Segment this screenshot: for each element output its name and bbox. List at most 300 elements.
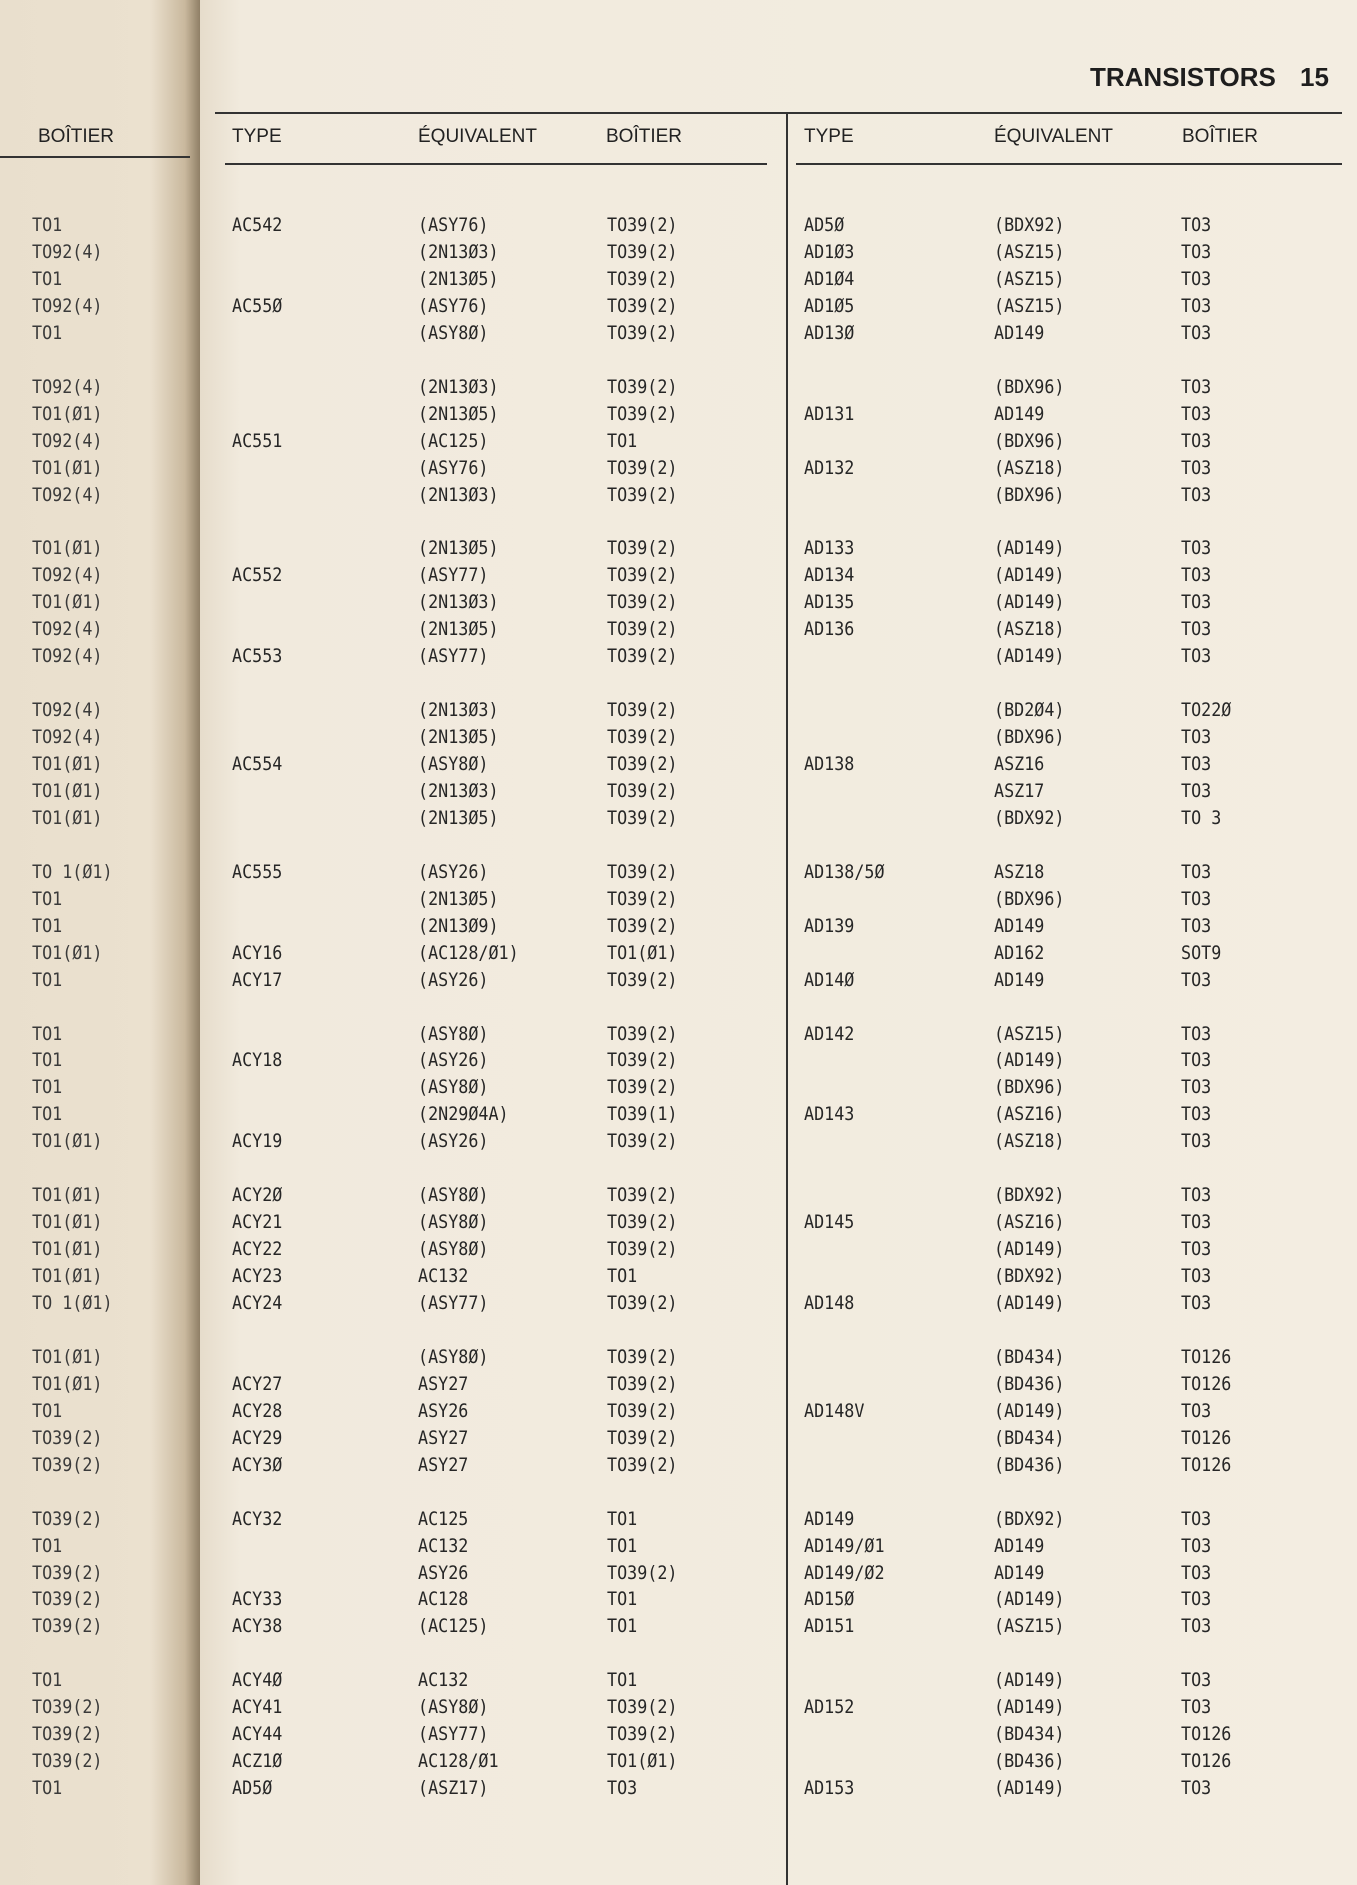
right-equivalent-cell: (BDX92) bbox=[994, 1184, 1065, 1207]
right-equivalent-cell: AD149 bbox=[994, 321, 1045, 344]
left-boitier-cell: TO39(2) bbox=[607, 483, 678, 506]
left-boitier-cell: TO39(2) bbox=[607, 321, 678, 344]
right-equivalent-cell: ASZ18 bbox=[994, 860, 1045, 883]
left-page-boitier-cell: TO1 bbox=[32, 914, 63, 937]
right-type-cell: AD153 bbox=[804, 1777, 855, 1800]
left-equivalent-cell: (ASY8Ø) bbox=[418, 1238, 489, 1261]
left-boitier-cell: TO1 bbox=[607, 1669, 638, 1692]
left-page-boitier-cell: TO1 bbox=[32, 267, 63, 290]
right-equivalent-cell: AD149 bbox=[994, 402, 1045, 425]
right-boitier-cell: TO3 bbox=[1181, 860, 1212, 883]
right-boitier-cell: TO3 bbox=[1181, 1399, 1212, 1422]
right-equivalent-cell: (BDX92) bbox=[994, 214, 1065, 236]
left-equivalent-cell: (ASY76) bbox=[418, 214, 489, 236]
right-equivalent-cell: (AD149) bbox=[994, 1588, 1065, 1611]
right-boitier-cell: TO3 bbox=[1181, 1588, 1212, 1611]
left-page-boitier-cell: TO1 bbox=[32, 968, 63, 991]
left-boitier-cell: TO39(2) bbox=[607, 1292, 678, 1314]
left-boitier-cell: TO39(2) bbox=[607, 1076, 678, 1099]
page-number: 15 bbox=[1300, 62, 1329, 92]
left-equivalent-cell: (2N13Ø5) bbox=[418, 537, 499, 560]
left-boitier-cell: TO39(2) bbox=[607, 267, 678, 290]
right-type-cell: AD5Ø bbox=[804, 214, 845, 236]
left-boitier-cell: TO1 bbox=[607, 429, 638, 452]
right-equivalent-cell: (BDX92) bbox=[994, 1265, 1065, 1288]
left-page-boitier-cell: TO1(Ø1) bbox=[32, 1372, 103, 1395]
right-equivalent-cell: (BD2Ø4) bbox=[994, 699, 1065, 722]
right-equivalent-cell: (AD149) bbox=[994, 1238, 1065, 1261]
right-type-cell: AD131 bbox=[804, 402, 855, 425]
left-boitier-cell: TO39(2) bbox=[607, 1184, 678, 1207]
left-page-boitier-cell: TO1(Ø1) bbox=[32, 456, 103, 479]
right-equivalent-cell: (BDX96) bbox=[994, 1076, 1065, 1099]
left-equivalent-cell: AC132 bbox=[418, 1265, 469, 1288]
right-boitier-cell: TO3 bbox=[1181, 1292, 1212, 1314]
left-page-boitier-cell: TO1 bbox=[32, 1669, 63, 1692]
right-equivalent-cell: (ASZ16) bbox=[994, 1103, 1065, 1126]
right-type-cell: AD138/5Ø bbox=[804, 860, 885, 883]
left-equivalent-cell: (2N13Ø5) bbox=[418, 726, 499, 749]
left-type-cell: ACY22 bbox=[232, 1238, 283, 1261]
left-type-cell: AC55Ø bbox=[232, 294, 283, 317]
right-boitier-cell: SOT9 bbox=[1181, 941, 1222, 964]
right-equivalent-cell: (BDX96) bbox=[994, 887, 1065, 910]
left-type-cell: AC542 bbox=[232, 214, 283, 236]
left-page-boitier-cell: TO1 bbox=[32, 1049, 63, 1072]
column-divider bbox=[786, 114, 788, 1885]
right-boitier-cell: TO3 bbox=[1181, 591, 1212, 614]
right-boitier-cell: TO3 bbox=[1181, 1103, 1212, 1126]
left-page-boitier-cell: TO1 bbox=[32, 1534, 63, 1557]
left-page-boitier-cell: TO1(Ø1) bbox=[32, 1345, 103, 1368]
header-boitier-right: BOÎTIER bbox=[1182, 126, 1259, 147]
right-type-cell: AD134 bbox=[804, 564, 855, 587]
left-page-boitier-cell: TO 1(Ø1) bbox=[32, 860, 113, 883]
right-boitier-cell: TO3 bbox=[1181, 1076, 1212, 1099]
right-equivalent-cell: (BDX96) bbox=[994, 429, 1065, 452]
left-boitier-cell: TO39(2) bbox=[607, 1022, 678, 1045]
left-page-boitier-cell: TO1(Ø1) bbox=[32, 1184, 103, 1207]
left-page-boitier-cell: TO92(4) bbox=[32, 294, 103, 317]
left-type-cell: AC551 bbox=[232, 429, 283, 452]
right-equivalent-cell: (AD149) bbox=[994, 1696, 1065, 1719]
left-boitier-cell: TO39(2) bbox=[607, 375, 678, 398]
left-boitier-cell: TO1 bbox=[607, 1588, 638, 1611]
right-equivalent-cell: (BD434) bbox=[994, 1345, 1065, 1368]
left-type-cell: ACY32 bbox=[232, 1507, 283, 1530]
left-page-boitier-cell: TO1(Ø1) bbox=[32, 779, 103, 802]
left-equivalent-cell: (ASY8Ø) bbox=[418, 1211, 489, 1234]
left-boitier-cell: TO39(2) bbox=[607, 806, 678, 829]
right-boitier-cell: TO22Ø bbox=[1181, 699, 1232, 722]
left-page-boitier-cell: TO92(4) bbox=[32, 645, 103, 668]
right-equivalent-cell: AD162 bbox=[994, 941, 1045, 964]
right-type-cell: AD151 bbox=[804, 1615, 855, 1638]
left-page-boitier-cell: TO39(2) bbox=[32, 1561, 103, 1584]
left-type-cell: ACZ1Ø bbox=[232, 1750, 283, 1773]
right-boitier-cell: TO3 bbox=[1181, 618, 1212, 641]
left-boitier-cell: TO39(2) bbox=[607, 402, 678, 425]
left-equivalent-cell: (ASY26) bbox=[418, 860, 489, 883]
left-equivalent-cell: (ASY8Ø) bbox=[418, 1184, 489, 1207]
left-type-cell: ACY23 bbox=[232, 1265, 283, 1288]
left-equivalent-cell: AC132 bbox=[418, 1669, 469, 1692]
left-boitier-cell: TO1(Ø1) bbox=[607, 1750, 678, 1773]
left-type-cell: AC553 bbox=[232, 645, 283, 668]
right-boitier-cell: TO3 bbox=[1181, 214, 1212, 236]
left-equivalent-cell: (ASY76) bbox=[418, 456, 489, 479]
left-type-cell: ACY4Ø bbox=[232, 1669, 283, 1692]
right-boitier-cell: TO3 bbox=[1181, 1507, 1212, 1530]
left-boitier-cell: TO39(2) bbox=[607, 1561, 678, 1584]
left-boitier-cell: TO39(2) bbox=[607, 618, 678, 641]
left-equivalent-cell: (ASY26) bbox=[418, 968, 489, 991]
right-type-cell: AD139 bbox=[804, 914, 855, 937]
right-equivalent-cell: (AD149) bbox=[994, 1399, 1065, 1422]
left-boitier-cell: TO39(2) bbox=[607, 214, 678, 236]
right-boitier-cell: TO3 bbox=[1181, 294, 1212, 317]
left-equivalent-cell: AC128/Ø1 bbox=[418, 1750, 499, 1773]
header-boitier-left: BOÎTIER bbox=[606, 126, 683, 147]
right-equivalent-cell: AD149 bbox=[994, 1534, 1045, 1557]
left-boitier-cell: TO39(1) bbox=[607, 1103, 678, 1126]
right-type-cell: AD13Ø bbox=[804, 321, 855, 344]
right-boitier-cell: TO3 bbox=[1181, 1130, 1212, 1153]
left-equivalent-cell: (2N13Ø5) bbox=[418, 806, 499, 829]
left-boitier-cell: TO1(Ø1) bbox=[607, 941, 678, 964]
left-page-boitier-cell: TO1(Ø1) bbox=[32, 1265, 103, 1288]
left-boitier-cell: TO1 bbox=[607, 1615, 638, 1638]
right-equivalent-cell: (ASZ18) bbox=[994, 1130, 1065, 1153]
left-boitier-cell: TO39(2) bbox=[607, 1049, 678, 1072]
left-page-boitier-cell: TO1 bbox=[32, 321, 63, 344]
left-page-boitier-header: BOÎTIER bbox=[38, 126, 115, 147]
left-type-cell: ACY2Ø bbox=[232, 1184, 283, 1207]
left-equivalent-cell: ASY26 bbox=[418, 1561, 469, 1584]
right-boitier-cell: TO3 bbox=[1181, 1777, 1212, 1800]
left-page-boitier-cell: TO1(Ø1) bbox=[32, 806, 103, 829]
left-type-cell: ACY44 bbox=[232, 1723, 283, 1746]
left-equivalent-cell: (ASY8Ø) bbox=[418, 321, 489, 344]
left-equivalent-cell: (2N13Ø3) bbox=[418, 591, 499, 614]
left-equivalent-cell: (2N13Ø3) bbox=[418, 483, 499, 506]
right-boitier-cell: TO126 bbox=[1181, 1750, 1232, 1773]
left-page-boitier-cell: TO1 bbox=[32, 887, 63, 910]
right-type-cell: AD148 bbox=[804, 1292, 855, 1314]
left-boitier-cell: TO1 bbox=[607, 1265, 638, 1288]
right-equivalent-cell: (BDX96) bbox=[994, 726, 1065, 749]
left-boitier-cell: TO39(2) bbox=[607, 1238, 678, 1261]
left-equivalent-cell: (ASY26) bbox=[418, 1049, 489, 1072]
left-equivalent-cell: AC128 bbox=[418, 1588, 469, 1611]
left-boitier-cell: TO39(2) bbox=[607, 1372, 678, 1395]
right-boitier-cell: TO3 bbox=[1181, 726, 1212, 749]
left-boitier-cell: TO39(2) bbox=[607, 699, 678, 722]
right-boitier-cell: TO3 bbox=[1181, 1615, 1212, 1638]
left-equivalent-cell: (2N13Ø9) bbox=[418, 914, 499, 937]
left-equivalent-cell: (ASY26) bbox=[418, 1130, 489, 1153]
right-type-cell: AD142 bbox=[804, 1022, 855, 1045]
left-page-boitier-cell: TO39(2) bbox=[32, 1588, 103, 1611]
left-equivalent-cell: ASY27 bbox=[418, 1426, 469, 1449]
left-boitier-cell: TO39(2) bbox=[607, 1130, 678, 1153]
left-type-cell: ACY21 bbox=[232, 1211, 283, 1234]
header-type-right: TYPE bbox=[804, 126, 854, 147]
right-type-cell: AD1Ø4 bbox=[804, 267, 855, 290]
right-boitier-cell: TO126 bbox=[1181, 1345, 1232, 1368]
right-boitier-cell: TO3 bbox=[1181, 968, 1212, 991]
left-equivalent-cell: (2N13Ø5) bbox=[418, 618, 499, 641]
right-equivalent-cell: (ASZ15) bbox=[994, 1615, 1065, 1638]
left-equivalent-cell: (ASY77) bbox=[418, 1292, 489, 1314]
right-boitier-cell: TO126 bbox=[1181, 1723, 1232, 1746]
left-page-boitier-cell: TO39(2) bbox=[32, 1453, 103, 1476]
left-page-boitier-cell: TO39(2) bbox=[32, 1615, 103, 1638]
right-boitier-cell: TO3 bbox=[1181, 1022, 1212, 1045]
right-boitier-cell: TO3 bbox=[1181, 564, 1212, 587]
header-equivalent-right: ÉQUIVALENT bbox=[994, 126, 1113, 147]
right-type-cell: AD135 bbox=[804, 591, 855, 614]
header-rule-left bbox=[225, 163, 767, 165]
right-equivalent-cell: (ASZ18) bbox=[994, 618, 1065, 641]
left-page-boitier-cell: TO92(4) bbox=[32, 483, 103, 506]
left-type-cell: ACY3Ø bbox=[232, 1453, 283, 1476]
right-equivalent-cell: (AD149) bbox=[994, 537, 1065, 560]
left-page-boitier-cell: TO 1(Ø1) bbox=[32, 1292, 113, 1314]
left-equivalent-cell: (2N13Ø5) bbox=[418, 402, 499, 425]
right-boitier-cell: TO3 bbox=[1181, 429, 1212, 452]
right-type-cell: AD152 bbox=[804, 1696, 855, 1719]
left-equivalent-cell: (2N13Ø3) bbox=[418, 375, 499, 398]
right-equivalent-cell: ASZ16 bbox=[994, 753, 1045, 775]
right-boitier-cell: TO3 bbox=[1181, 483, 1212, 506]
left-equivalent-cell: (ASY8Ø) bbox=[418, 753, 489, 775]
left-page-boitier-cell: TO39(2) bbox=[32, 1750, 103, 1773]
left-page-boitier-cell: TO1(Ø1) bbox=[32, 591, 103, 614]
left-page-boitier-cell: TO1(Ø1) bbox=[32, 753, 103, 775]
left-type-cell: AC554 bbox=[232, 753, 283, 775]
right-type-cell: AD148V bbox=[804, 1399, 865, 1422]
right-type-cell: AD132 bbox=[804, 456, 855, 479]
right-boitier-cell: TO3 bbox=[1181, 1211, 1212, 1234]
left-page-boitier-cell: TO1(Ø1) bbox=[32, 537, 103, 560]
left-page-boitier-cell: TO1(Ø1) bbox=[32, 941, 103, 964]
left-equivalent-cell: (ASY8Ø) bbox=[418, 1696, 489, 1719]
left-page-boitier-cell: TO1 bbox=[32, 1022, 63, 1045]
left-equivalent-cell: (ASY76) bbox=[418, 294, 489, 317]
left-type-cell: ACY29 bbox=[232, 1426, 283, 1449]
left-equivalent-cell: (2N13Ø5) bbox=[418, 887, 499, 910]
left-equivalent-cell: AC125 bbox=[418, 1507, 469, 1530]
left-boitier-cell: TO39(2) bbox=[607, 591, 678, 614]
header-rule-right bbox=[796, 163, 1342, 165]
left-page-boitier-cell: TO92(4) bbox=[32, 699, 103, 722]
right-boitier-cell: TO3 bbox=[1181, 402, 1212, 425]
right-boitier-cell: TO3 bbox=[1181, 914, 1212, 937]
left-boitier-cell: TO39(2) bbox=[607, 1399, 678, 1422]
left-page-boitier-cell: TO92(4) bbox=[32, 564, 103, 587]
right-boitier-cell: TO3 bbox=[1181, 1184, 1212, 1207]
left-type-cell: ACY27 bbox=[232, 1372, 283, 1395]
left-page-boitier-cell: TO1 bbox=[32, 1777, 63, 1800]
left-equivalent-cell: (ASY8Ø) bbox=[418, 1076, 489, 1099]
left-page-boitier-cell: TO39(2) bbox=[32, 1696, 103, 1719]
right-boitier-cell: TO3 bbox=[1181, 1561, 1212, 1584]
right-boitier-cell: TO3 bbox=[1181, 645, 1212, 668]
left-type-cell: ACY28 bbox=[232, 1399, 283, 1422]
right-boitier-cell: TO3 bbox=[1181, 267, 1212, 290]
left-type-cell: ACY18 bbox=[232, 1049, 283, 1072]
right-equivalent-cell: (AD149) bbox=[994, 1669, 1065, 1692]
right-boitier-cell: TO3 bbox=[1181, 375, 1212, 398]
right-type-cell: AD138 bbox=[804, 753, 855, 775]
top-rule bbox=[215, 112, 1342, 114]
left-equivalent-cell: (ASY77) bbox=[418, 1723, 489, 1746]
right-boitier-cell: TO3 bbox=[1181, 1534, 1212, 1557]
left-boitier-cell: TO39(2) bbox=[607, 887, 678, 910]
right-boitier-cell: TO3 bbox=[1181, 779, 1212, 802]
left-boitier-cell: TO39(2) bbox=[607, 1696, 678, 1719]
left-page-boitier-cell: TO92(4) bbox=[32, 618, 103, 641]
left-page-boitier-cell: TO1 bbox=[32, 1076, 63, 1099]
right-equivalent-cell: (BD436) bbox=[994, 1750, 1065, 1773]
right-boitier-cell: TO3 bbox=[1181, 887, 1212, 910]
left-page-boitier-cell: TO1(Ø1) bbox=[32, 402, 103, 425]
left-boitier-cell: TO1 bbox=[607, 1507, 638, 1530]
right-equivalent-cell: (AD149) bbox=[994, 645, 1065, 668]
section-title: TRANSISTORS bbox=[1090, 62, 1276, 92]
right-type-cell: AD149/Ø1 bbox=[804, 1534, 885, 1557]
right-equivalent-cell: (AD149) bbox=[994, 1049, 1065, 1072]
left-equivalent-cell: (ASY77) bbox=[418, 645, 489, 668]
right-equivalent-cell: AD149 bbox=[994, 968, 1045, 991]
left-type-cell: AC552 bbox=[232, 564, 283, 587]
right-boitier-cell: TO 3 bbox=[1181, 806, 1222, 829]
right-type-cell: AD1Ø3 bbox=[804, 240, 855, 263]
left-type-cell: ACY24 bbox=[232, 1292, 283, 1314]
right-equivalent-cell: (BDX96) bbox=[994, 483, 1065, 506]
right-boitier-cell: TO3 bbox=[1181, 1669, 1212, 1692]
left-type-cell: ACY38 bbox=[232, 1615, 283, 1638]
right-boitier-cell: TO3 bbox=[1181, 537, 1212, 560]
right-equivalent-cell: (ASZ16) bbox=[994, 1211, 1065, 1234]
right-equivalent-cell: (AD149) bbox=[994, 564, 1065, 587]
left-page-boitier-cell: TO92(4) bbox=[32, 429, 103, 452]
left-type-cell: ACY19 bbox=[232, 1130, 283, 1153]
left-boitier-cell: TO39(2) bbox=[607, 968, 678, 991]
left-boitier-cell: TO39(2) bbox=[607, 779, 678, 802]
right-boitier-cell: TO3 bbox=[1181, 1696, 1212, 1719]
left-boitier-cell: TO39(2) bbox=[607, 294, 678, 317]
left-boitier-cell: TO39(2) bbox=[607, 860, 678, 883]
right-boitier-cell: TO3 bbox=[1181, 753, 1212, 775]
left-equivalent-cell: (ASY8Ø) bbox=[418, 1022, 489, 1045]
right-equivalent-cell: AD149 bbox=[994, 914, 1045, 937]
right-boitier-cell: TO126 bbox=[1181, 1426, 1232, 1449]
left-page-boitier-cell: TO92(4) bbox=[32, 375, 103, 398]
left-equivalent-cell: ASY27 bbox=[418, 1372, 469, 1395]
left-boitier-cell: TO39(2) bbox=[607, 1723, 678, 1746]
left-type-cell: ACY16 bbox=[232, 941, 283, 964]
right-boitier-cell: TO126 bbox=[1181, 1453, 1232, 1476]
right-equivalent-cell: (ASZ15) bbox=[994, 240, 1065, 263]
left-page-header-rule bbox=[0, 156, 190, 158]
right-equivalent-cell: (AD149) bbox=[994, 591, 1065, 614]
left-boitier-cell: TO1 bbox=[607, 1534, 638, 1557]
right-equivalent-cell: ASZ17 bbox=[994, 779, 1045, 802]
left-boitier-cell: TO39(2) bbox=[607, 456, 678, 479]
left-boitier-cell: TO39(2) bbox=[607, 1453, 678, 1476]
right-equivalent-cell: (ASZ15) bbox=[994, 267, 1065, 290]
right-equivalent-cell: (BD436) bbox=[994, 1372, 1065, 1395]
left-page-boitier-cell: TO1(Ø1) bbox=[32, 1211, 103, 1234]
left-boitier-cell: TO3 bbox=[607, 1777, 638, 1800]
right-equivalent-cell: (BDX92) bbox=[994, 806, 1065, 829]
left-type-cell: AC555 bbox=[232, 860, 283, 883]
left-equivalent-cell: (AC128/Ø1) bbox=[418, 941, 519, 964]
right-equivalent-cell: (BDX92) bbox=[994, 1507, 1065, 1530]
left-page-edge bbox=[0, 0, 200, 1885]
left-equivalent-cell: ASY26 bbox=[418, 1399, 469, 1422]
left-page-boitier-cell: TO92(4) bbox=[32, 726, 103, 749]
right-type-cell: AD14Ø bbox=[804, 968, 855, 991]
left-equivalent-cell: (ASZ17) bbox=[418, 1777, 489, 1800]
left-equivalent-cell: AC132 bbox=[418, 1534, 469, 1557]
left-boitier-cell: TO39(2) bbox=[607, 1211, 678, 1234]
right-boitier-cell: TO126 bbox=[1181, 1372, 1232, 1395]
left-page-boitier-cell: TO1(Ø1) bbox=[32, 1238, 103, 1261]
left-boitier-cell: TO39(2) bbox=[607, 564, 678, 587]
left-type-cell: ACY41 bbox=[232, 1696, 283, 1719]
right-type-cell: AD1Ø5 bbox=[804, 294, 855, 317]
left-boitier-cell: TO39(2) bbox=[607, 240, 678, 263]
left-equivalent-cell: ASY27 bbox=[418, 1453, 469, 1476]
right-type-cell: AD149 bbox=[804, 1507, 855, 1530]
right-equivalent-cell: (ASZ15) bbox=[994, 1022, 1065, 1045]
right-type-cell: AD136 bbox=[804, 618, 855, 641]
right-equivalent-cell: (ASZ18) bbox=[994, 456, 1065, 479]
right-boitier-cell: TO3 bbox=[1181, 1265, 1212, 1288]
right-boitier-cell: TO3 bbox=[1181, 240, 1212, 263]
left-page-boitier-cell: TO39(2) bbox=[32, 1723, 103, 1746]
left-boitier-cell: TO39(2) bbox=[607, 537, 678, 560]
left-page-boitier-cell: TO92(4) bbox=[32, 240, 103, 263]
left-equivalent-cell: (2N13Ø3) bbox=[418, 779, 499, 802]
left-equivalent-cell: (2N29Ø4A) bbox=[418, 1103, 509, 1126]
header-type-left: TYPE bbox=[232, 126, 282, 147]
left-page-boitier-cell: TO1(Ø1) bbox=[32, 1130, 103, 1153]
right-equivalent-cell: (AD149) bbox=[994, 1292, 1065, 1314]
left-boitier-cell: TO39(2) bbox=[607, 645, 678, 668]
right-equivalent-cell: (AD149) bbox=[994, 1777, 1065, 1800]
left-page-boitier-cell: TO1 bbox=[32, 214, 63, 236]
left-page-boitier-cell: TO1 bbox=[32, 1103, 63, 1126]
right-boitier-cell: TO3 bbox=[1181, 321, 1212, 344]
left-equivalent-cell: (2N13Ø3) bbox=[418, 240, 499, 263]
left-boitier-cell: TO39(2) bbox=[607, 1345, 678, 1368]
right-equivalent-cell: (BD434) bbox=[994, 1426, 1065, 1449]
right-type-cell: AD133 bbox=[804, 537, 855, 560]
left-equivalent-cell: (AC125) bbox=[418, 1615, 489, 1638]
right-type-cell: AD149/Ø2 bbox=[804, 1561, 885, 1584]
right-equivalent-cell: AD149 bbox=[994, 1561, 1045, 1584]
left-page-boitier-cell: TO1 bbox=[32, 1399, 63, 1422]
left-boitier-cell: TO39(2) bbox=[607, 753, 678, 775]
right-boitier-cell: TO3 bbox=[1181, 456, 1212, 479]
right-type-cell: AD15Ø bbox=[804, 1588, 855, 1611]
left-equivalent-cell: (AC125) bbox=[418, 429, 489, 452]
left-boitier-cell: TO39(2) bbox=[607, 1426, 678, 1449]
